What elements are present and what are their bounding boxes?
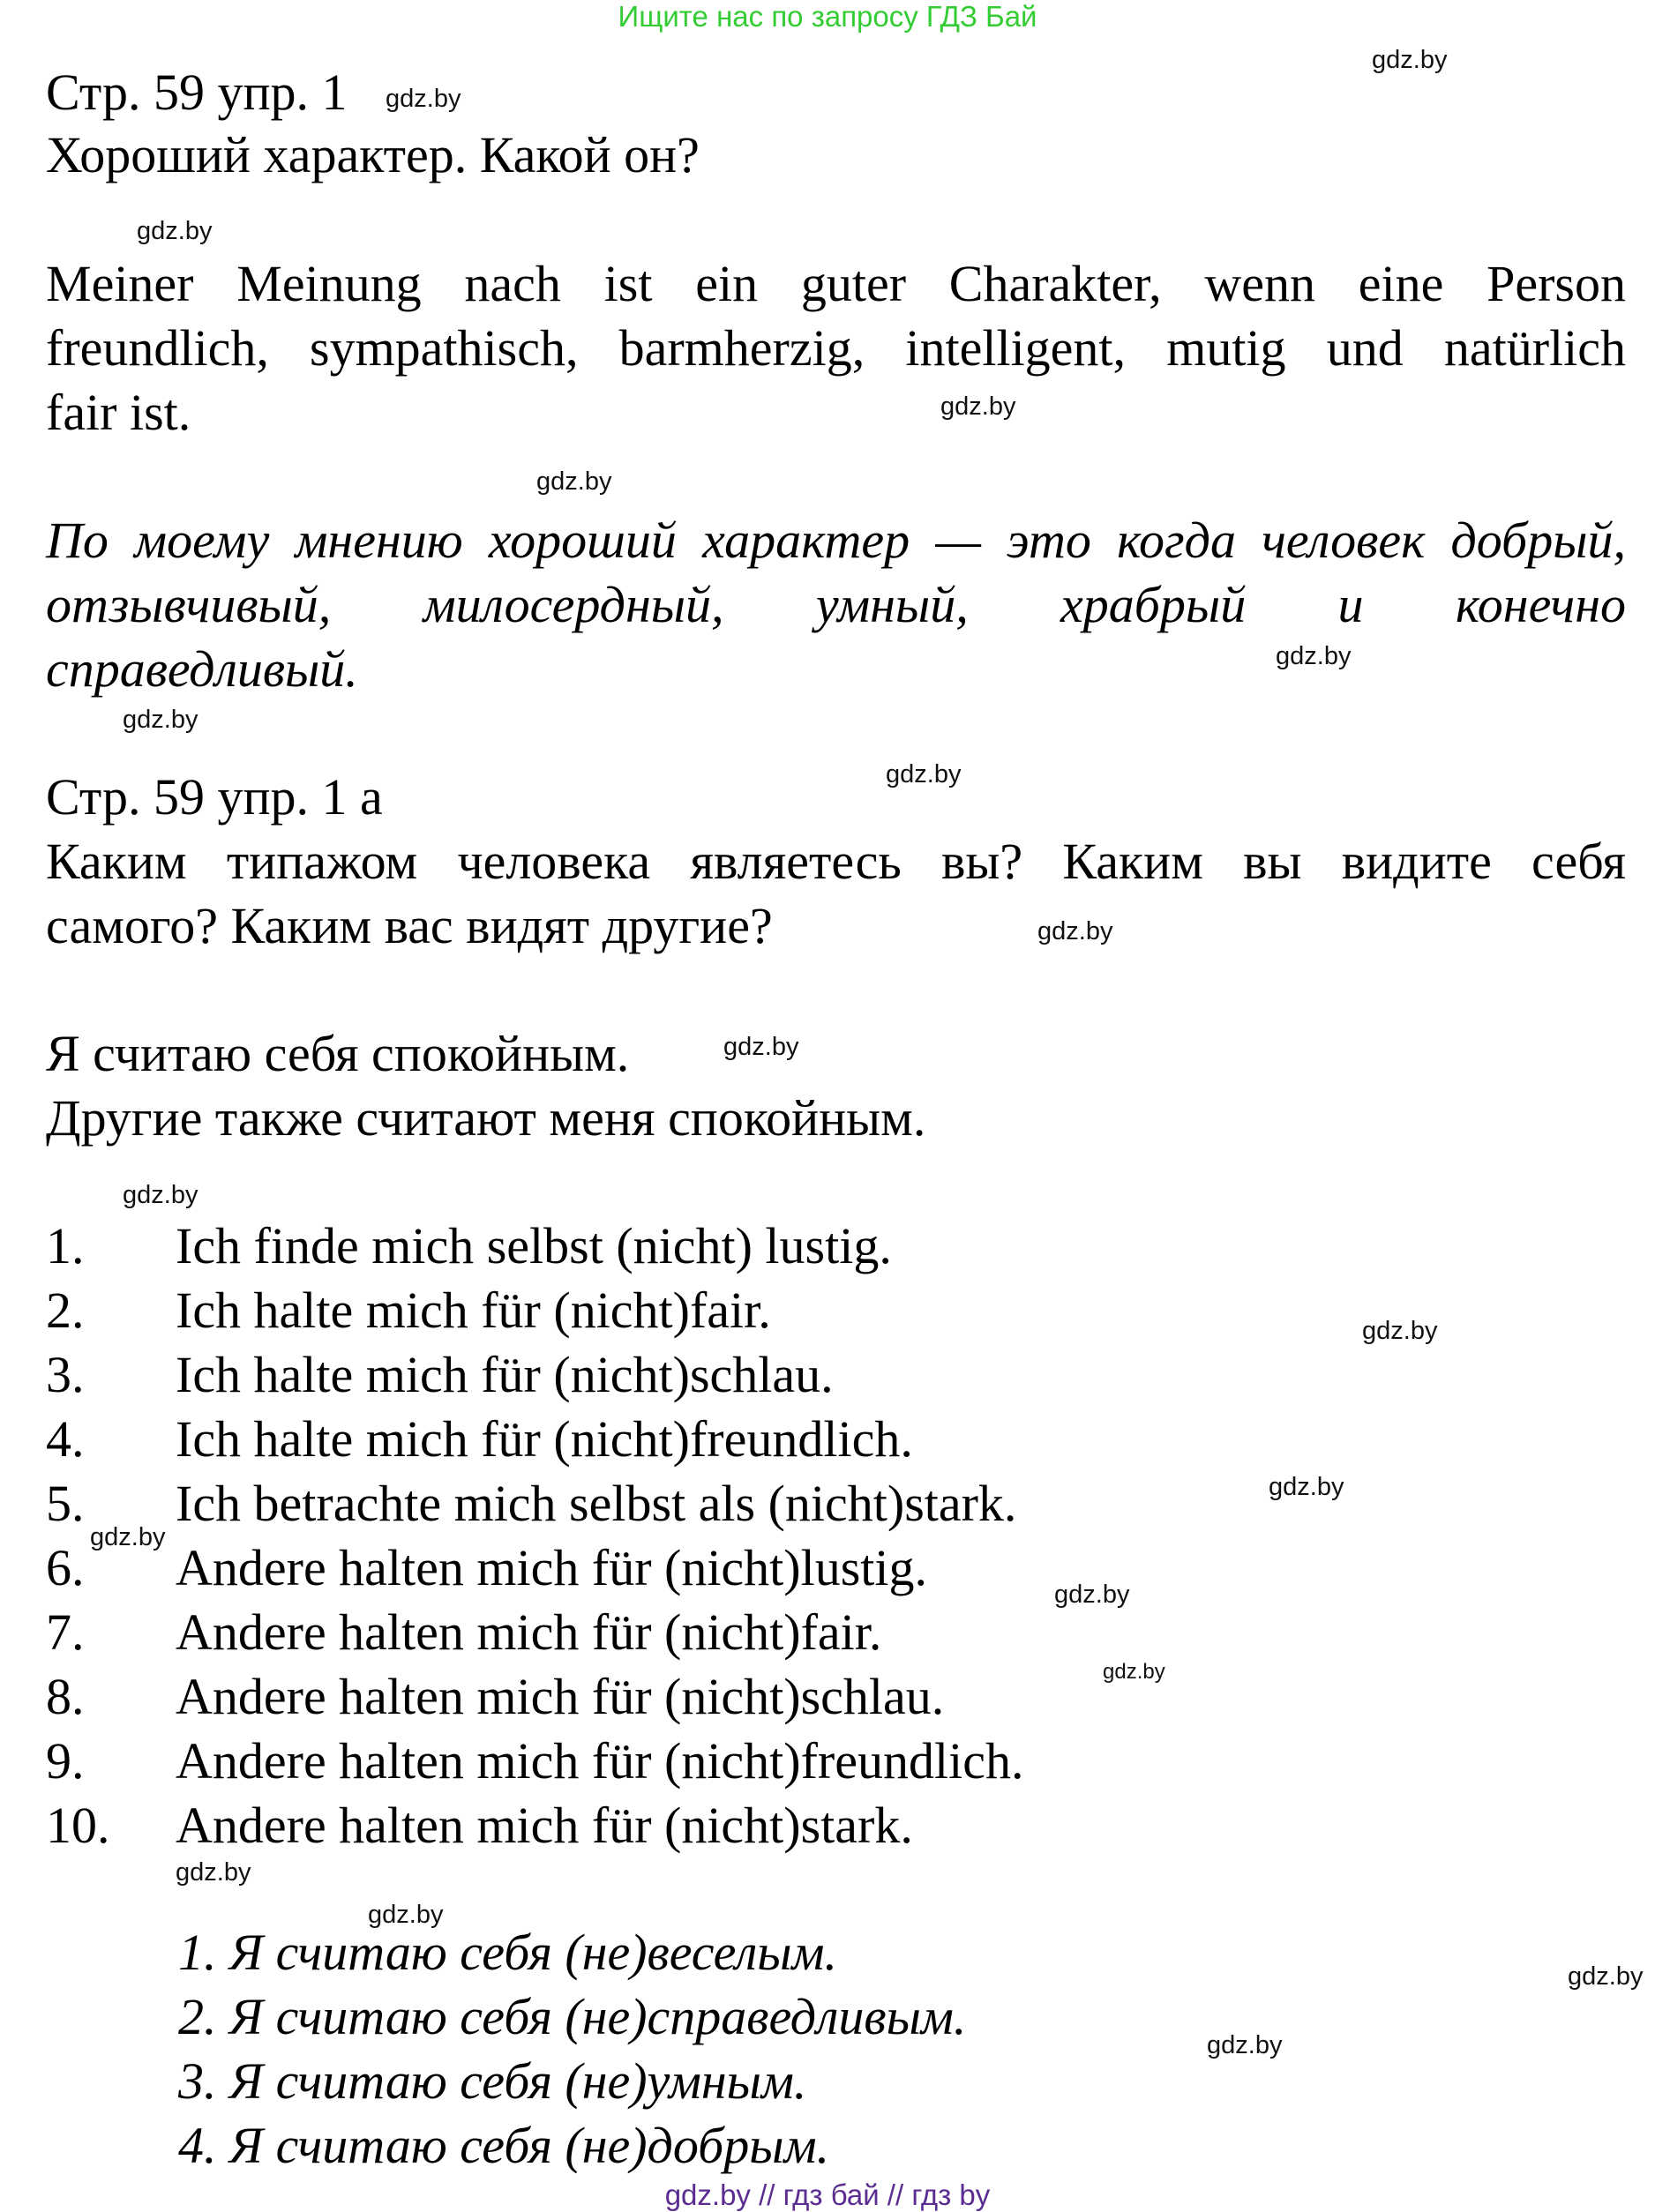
list-number: 4. bbox=[46, 1410, 85, 1468]
list-text: Ich halte mich für (nicht)fair. bbox=[176, 1282, 771, 1339]
ru-list-item: 3. Я считаю себя (не)умным. bbox=[178, 2052, 807, 2110]
list-number: 5. bbox=[46, 1475, 85, 1532]
list-text: Andere halten mich für (nicht)freundlich. bbox=[176, 1732, 1024, 1790]
list-number: 3. bbox=[46, 1346, 85, 1403]
watermark: gdz.by bbox=[1207, 2031, 1283, 2059]
watermark: gdz.by bbox=[1372, 46, 1448, 74]
watermark: gdz.by bbox=[1276, 642, 1352, 670]
list-text: Ich finde mich selbst (nicht) lustig. bbox=[176, 1217, 892, 1274]
list-number: 6. bbox=[46, 1539, 85, 1596]
watermark: gdz.by bbox=[90, 1523, 166, 1551]
watermark: gdz.by bbox=[536, 467, 612, 496]
watermark: gdz.by bbox=[1362, 1317, 1438, 1345]
russian-line: отзывчивый, милосердный, умный, храбрый и конечно bbox=[46, 576, 1626, 633]
watermark: gdz.by bbox=[1103, 1660, 1165, 1684]
watermark: gdz.by bbox=[1568, 1962, 1644, 1991]
watermark: gdz.by bbox=[123, 706, 198, 734]
list-number: 2. bbox=[46, 1282, 85, 1339]
german-line: Meiner Meinung nach ist ein guter Charakter, wenn eine Person bbox=[46, 255, 1626, 312]
german-line: freundlich, sympathisch, barmherzig, intelligent, mutig und natürlich bbox=[46, 319, 1626, 377]
list-number: 1. bbox=[46, 1217, 85, 1274]
answer-1: Я считаю себя спокойным. bbox=[46, 1025, 630, 1082]
ru-list-item: 2. Я считаю себя (не)справедливым. bbox=[178, 1988, 967, 2045]
watermark: gdz.by bbox=[723, 1033, 799, 1061]
list-number: 9. bbox=[46, 1732, 85, 1790]
list-text: Andere halten mich für (nicht)lustig. bbox=[176, 1539, 928, 1596]
russian-line: справедливый. bbox=[46, 640, 358, 698]
list-text: Andere halten mich für (nicht)stark. bbox=[176, 1797, 913, 1854]
list-number: 10. bbox=[46, 1797, 110, 1854]
section1-heading: Стр. 59 упр. 1 bbox=[46, 64, 348, 121]
section2-question-line: Каким типажом человека являетесь вы? Каким вы видите себя bbox=[46, 833, 1626, 890]
watermark: gdz.by bbox=[1269, 1473, 1344, 1501]
search-banner[interactable]: Ищите нас по запросу ГДЗ Бай bbox=[618, 0, 1037, 33]
section1-question: Хороший характер. Какой он? bbox=[46, 126, 700, 183]
section2-question-line: самого? Каким вас видят другие? bbox=[46, 897, 773, 954]
section2-heading: Стр. 59 упр. 1 а bbox=[46, 768, 383, 826]
russian-line: По моему мнению хороший характер — это когда человек добрый, bbox=[46, 512, 1626, 569]
german-line: fair ist. bbox=[46, 384, 191, 441]
ru-list-item: 1. Я считаю себя (не)веселым. bbox=[178, 1924, 838, 1981]
watermark: gdz.by bbox=[176, 1858, 251, 1887]
watermark: gdz.by bbox=[368, 1901, 444, 1929]
watermark: gdz.by bbox=[1037, 917, 1113, 945]
ru-list-item: 4. Я считаю себя (не)добрым. bbox=[178, 2117, 830, 2174]
watermark: gdz.by bbox=[1054, 1581, 1130, 1609]
list-text: Ich halte mich für (nicht)schlau. bbox=[176, 1346, 834, 1403]
list-number: 8. bbox=[46, 1668, 85, 1725]
list-text: Andere halten mich für (nicht)fair. bbox=[176, 1603, 882, 1661]
footer-links[interactable]: gdz.by // гдз бай // гдз by bbox=[664, 2178, 991, 2211]
list-number: 7. bbox=[46, 1603, 85, 1661]
list-text: Ich halte mich für (nicht)freundlich. bbox=[176, 1410, 913, 1468]
watermark: gdz.by bbox=[386, 85, 461, 113]
watermark: gdz.by bbox=[886, 760, 962, 788]
list-text: Ich betrachte mich selbst als (nicht)stark. bbox=[176, 1475, 1017, 1532]
watermark: gdz.by bbox=[123, 1181, 198, 1209]
watermark: gdz.by bbox=[137, 217, 213, 245]
list-text: Andere halten mich für (nicht)schlau. bbox=[176, 1668, 945, 1725]
answer-2: Другие также считают меня спокойным. bbox=[46, 1089, 926, 1147]
watermark: gdz.by bbox=[940, 392, 1016, 421]
